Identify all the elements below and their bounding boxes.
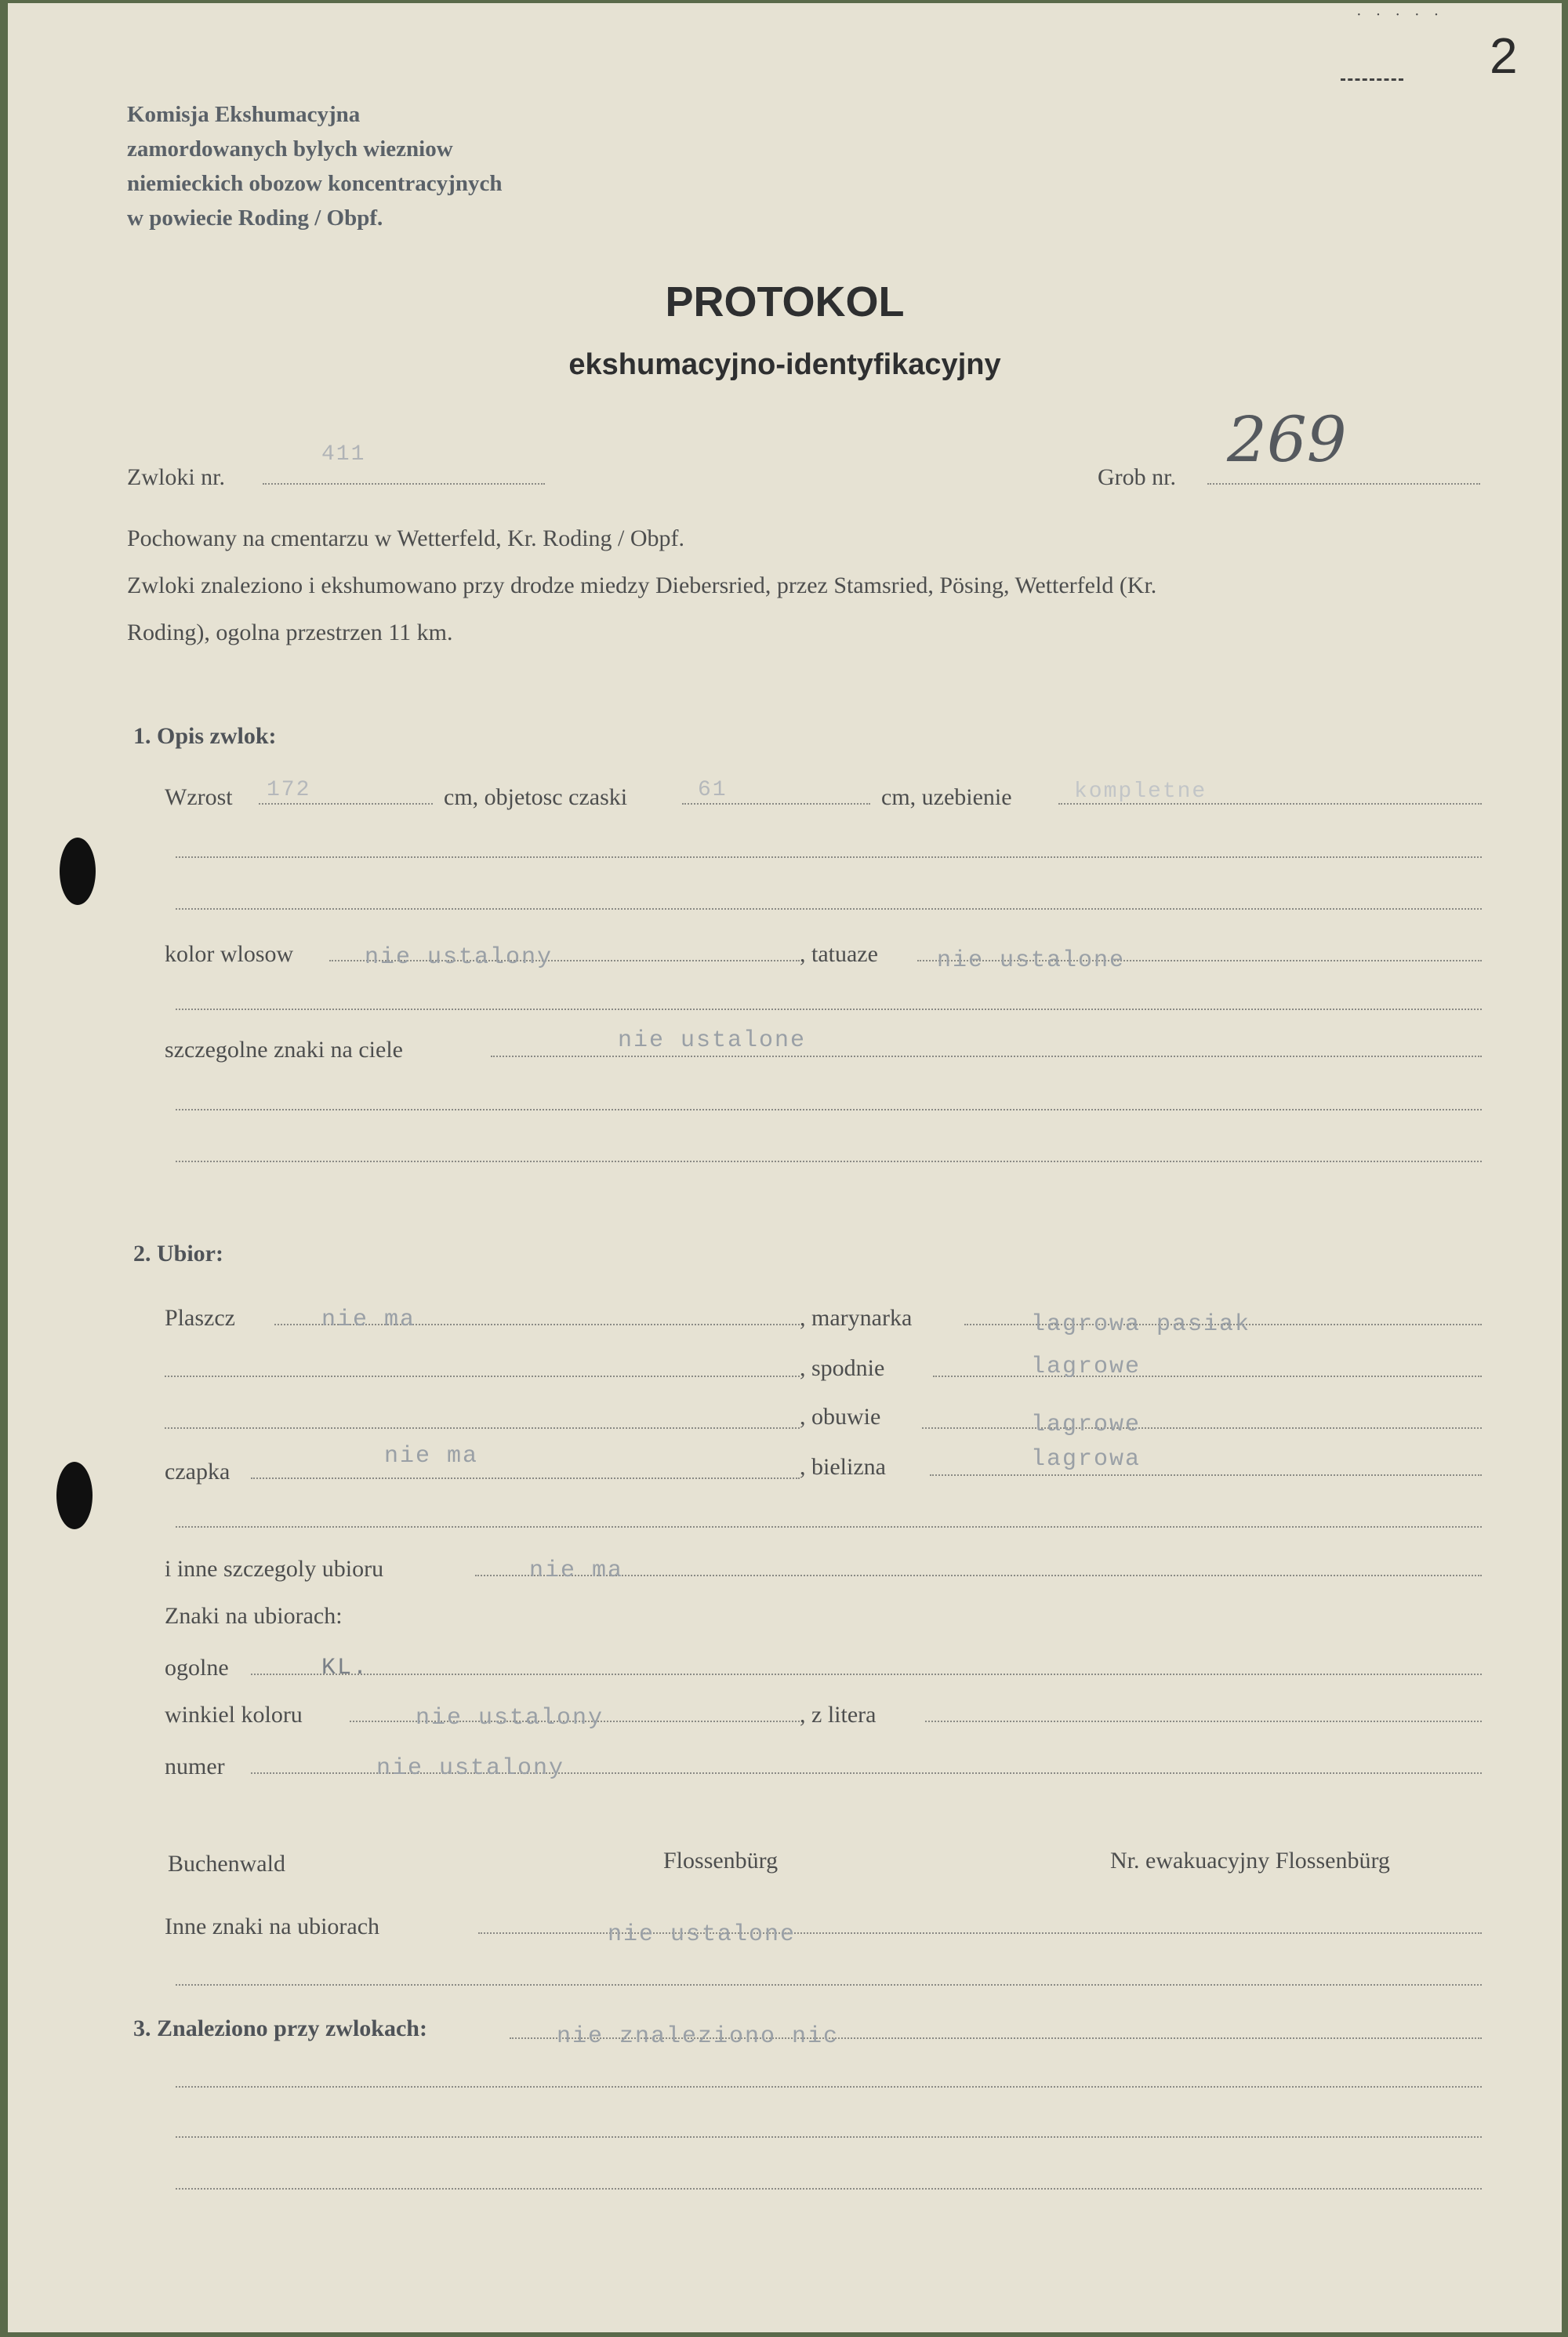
section-1-blank-line-4	[176, 1109, 1482, 1110]
obuwie-value: lagrowe	[1031, 1412, 1142, 1438]
inne-znaki-label: Inne znaki na ubiorach	[165, 1914, 380, 1939]
obuwie-label: , obuwie	[800, 1404, 881, 1430]
edge-dash	[1341, 78, 1403, 81]
znaki-line	[491, 1056, 1482, 1057]
section-1-heading: 1. Opis zwlok:	[133, 723, 277, 749]
section-3-blank-line-3	[176, 2188, 1482, 2190]
inne-znaki-value: nie ustalone	[608, 1921, 797, 1948]
ogolne-label: ogolne	[165, 1655, 229, 1681]
uzebienie-label: cm, uzebienie	[881, 784, 1012, 810]
document-subtitle: ekshumacyjno-identyfikacyjny	[568, 348, 1001, 381]
inne-line	[475, 1575, 1482, 1576]
grob-line	[1207, 483, 1480, 485]
header-line-2: zamordowanych bylych wiezniow	[127, 136, 453, 162]
inne-label: i inne szczegoly ubioru	[165, 1556, 384, 1582]
czapka-label: czapka	[165, 1459, 230, 1485]
znaki-value: nie ustalone	[618, 1027, 807, 1054]
section-2-heading: 2. Ubior:	[133, 1241, 223, 1267]
grob-value-handwritten: 269	[1227, 403, 1347, 476]
wzrost-label: Wzrost	[165, 784, 233, 810]
obuwie-blank-line	[165, 1427, 800, 1429]
marynarka-label: , marynarka	[800, 1305, 913, 1331]
section-3-heading: 3. Znaleziono przy zwlokach:	[133, 2015, 427, 2041]
section-3-value: nie znaleziono nic	[557, 2023, 840, 2050]
document-title: PROTOKOL	[665, 278, 905, 325]
section-1-blank-line-5	[176, 1161, 1482, 1162]
zwloki-label: Zwloki nr.	[127, 464, 225, 490]
section-1-blank-line-1	[176, 856, 1482, 858]
spodnie-blank-line	[165, 1376, 800, 1377]
kolor-label: kolor wlosow	[165, 941, 294, 967]
found-line-2: Roding), ogolna przestrzen 11 km.	[127, 620, 453, 645]
header-line-4: w powiecie Roding / Obpf.	[127, 205, 383, 231]
inne-value: nie ma	[529, 1557, 624, 1584]
czaski-label: cm, objetosc czaski	[444, 784, 628, 810]
burial-line: Pochowany na cmentarzu w Wetterfeld, Kr. Roding / Obpf.	[127, 525, 685, 551]
obuwie-line	[922, 1427, 1482, 1429]
winkiel-label: winkiel koloru	[165, 1702, 303, 1728]
bielizna-value: lagrowa	[1031, 1446, 1142, 1473]
marynarka-value: lagrowa pasiak	[1031, 1311, 1251, 1338]
numer-value: nie ustalony	[376, 1755, 565, 1782]
punch-hole-bottom	[56, 1462, 93, 1529]
buchenwald-label: Buchenwald	[168, 1851, 285, 1877]
numer-label: numer	[165, 1754, 225, 1779]
czapka-value: nie ma	[384, 1443, 479, 1470]
plaszcz-value: nie ma	[321, 1307, 416, 1333]
litera-line	[925, 1721, 1482, 1722]
kolor-value: nie ustalony	[365, 944, 554, 971]
spodnie-label: , spodnie	[800, 1355, 885, 1381]
bielizna-line	[930, 1474, 1482, 1476]
section-3-blank-line-1	[176, 2086, 1482, 2088]
tatuaze-value: nie ustalone	[937, 947, 1126, 974]
czaski-line	[682, 803, 870, 805]
plaszcz-label: Plaszcz	[165, 1305, 235, 1331]
found-line-1: Zwloki znaleziono i ekshumowano przy drodze miedzy Diebersried, przez Stamsried, Pösing, Wetterfeld (Kr.	[127, 572, 1157, 598]
section-1-blank-line-3	[176, 1009, 1482, 1010]
header-line-1: Komisja Ekshumacyjna	[127, 102, 361, 127]
page-number: 2	[1490, 27, 1518, 84]
tatuaze-label: , tatuaze	[800, 941, 878, 967]
spodnie-line	[933, 1376, 1482, 1377]
section-3-blank-line-2	[176, 2136, 1482, 2138]
ogolne-value: KL.	[321, 1655, 369, 1681]
winkiel-value: nie ustalony	[416, 1705, 604, 1732]
ewakuacyjny-label: Nr. ewakuacyjny Flossenbürg	[1110, 1848, 1390, 1874]
wzrost-value: 172	[267, 778, 311, 802]
flossenburg-label: Flossenbürg	[663, 1848, 779, 1874]
ogolne-line	[251, 1674, 1482, 1675]
section-2-blank-line-2	[176, 1984, 1482, 1986]
czapka-line	[251, 1477, 800, 1479]
section-2-blank-line-1	[176, 1526, 1482, 1528]
znaki-ubiory-heading: Znaki na ubiorach:	[165, 1603, 343, 1629]
grob-label: Grob nr.	[1098, 464, 1176, 490]
section-1-blank-line-2	[176, 908, 1482, 910]
edge-dots: ·····	[1356, 6, 1454, 24]
znaki-label: szczegolne znaki na ciele	[165, 1037, 403, 1063]
litera-label: , z litera	[800, 1702, 877, 1728]
zwloki-value: 411	[321, 442, 366, 467]
czaski-value: 61	[698, 778, 728, 802]
bielizna-label: , bielizna	[800, 1454, 886, 1480]
protocol-page	[8, 3, 1562, 2332]
zwloki-line	[263, 483, 545, 485]
uzebienie-value: kompletne	[1074, 780, 1207, 804]
wzrost-line	[259, 803, 433, 805]
spodnie-value: lagrowe	[1031, 1354, 1142, 1380]
header-line-3: niemieckich obozow koncentracyjnych	[127, 171, 503, 196]
commission-header	[127, 97, 502, 235]
punch-hole-top	[60, 838, 96, 905]
